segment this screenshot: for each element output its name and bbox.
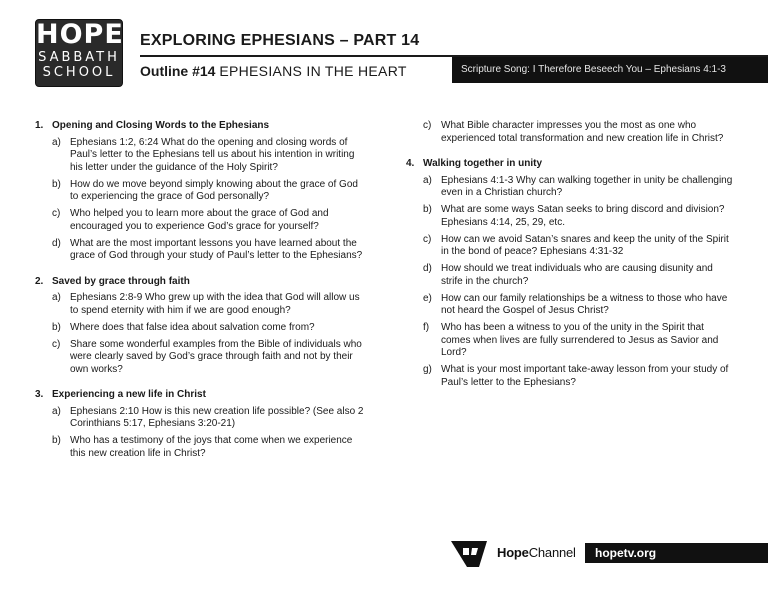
question-item — [52, 435, 365, 460]
question-text: Ephesians 2:10 How is this new creation life possible? (See also 2 Corinthians 5:17, Ephesians 3:20-21) — [70, 405, 364, 429]
question-letter: f) — [423, 322, 430, 333]
question-letter: b) — [52, 321, 61, 333]
brand-channel: Channel — [528, 545, 576, 560]
question-item — [423, 322, 736, 360]
question-item — [52, 238, 365, 263]
question-text: Ephesians 1:2, 6:24 What do the opening and closing words of Paul’s letter to the Ephesians tell us about his intention in writing his letter under the guidance of the Holy Spirit? — [70, 136, 355, 173]
question-item — [52, 406, 365, 431]
logo-line-school: SCHOOL — [42, 65, 116, 80]
outline-section — [35, 276, 365, 377]
question-letter: a) — [423, 174, 432, 186]
question-text: How should we treat individuals who are causing disunity and strife in the church? — [441, 263, 713, 287]
question-text: Share some wonderful examples from the Bible of individuals who were clearly saved by God’s grace through faith and not by their own works? — [70, 338, 362, 375]
question-text: What Bible character impresses you the most as one who experienced total transformation and new creation life in Christ? — [441, 120, 724, 144]
hope-channel-wordmark — [497, 545, 576, 560]
section-title-text: Experiencing a new life in Christ — [52, 389, 206, 400]
question-text: What is your most important take-away lesson from your study of Paul’s letter to the Ephesians? — [441, 364, 729, 388]
question-text: How can we avoid Satan’s snares and keep the unity of the Spirit in the bond of peace? Ephesians 4:31-32 — [441, 233, 729, 257]
right-sections — [406, 158, 736, 389]
question-letter: a) — [52, 405, 61, 417]
question-letter: b) — [52, 178, 61, 190]
question-text: Who has been a witness to you of the unity in the Spirit that comes when lives are fully surrendered to Jesus as Savior and Lord? — [441, 322, 719, 358]
question-item — [52, 137, 365, 175]
scripture-song-banner: Scripture Song: I Therefore Beseech You – Ephesians 4:1-3 — [452, 57, 768, 83]
question-item — [52, 208, 365, 233]
question-text: Ephesians 4:1-3 Why can walking together in unity be challenging even in a Christian church? — [441, 174, 733, 198]
outline-heading — [140, 63, 407, 79]
question-item — [423, 175, 736, 200]
question-item — [52, 339, 365, 377]
section-number: 3. — [35, 389, 44, 400]
question-item — [423, 263, 736, 288]
question-item — [52, 322, 365, 335]
question-letter: d) — [52, 237, 61, 249]
question-letter: d) — [423, 263, 432, 274]
question-letter: e) — [423, 292, 432, 304]
question-text: How can our family relationships be a witness to those who have not heard the Gospel of Jesus Christ? — [441, 292, 728, 316]
left-column — [35, 120, 365, 473]
section-number: 2. — [35, 275, 44, 287]
series-title: EXPLORING EPHESIANS – PART 14 — [140, 32, 420, 49]
brand-hope: Hope — [497, 545, 529, 560]
question-item — [52, 292, 365, 317]
logo-line-hope: HOPE — [36, 19, 124, 50]
outline-title: EPHESIANS IN THE HEART — [219, 63, 407, 79]
question-text: Ephesians 2:8-9 Who grew up with the idea that God will allow us to spend eternity with him if we are good enough? — [70, 292, 360, 316]
section-title — [35, 120, 365, 133]
outline-section — [35, 120, 365, 263]
outline-label: Outline #14 — [140, 63, 216, 79]
question-text: What are some ways Satan seeks to bring discord and division? Ephesians 4:14, 25, 29, etc. — [441, 204, 725, 228]
hope-channel-logo-icon — [449, 539, 489, 569]
question-letter: a) — [52, 292, 61, 303]
question-letter: c) — [52, 338, 61, 350]
question-item — [423, 234, 736, 259]
section-number: 1. — [35, 120, 44, 131]
question-text: Who has a testimony of the joys that come when we experience this new creation life in Christ? — [70, 435, 353, 459]
question-letter: c) — [423, 233, 432, 245]
question-text: How do we move beyond simply knowing about the grace of God to experiencing the grace of God personally? — [70, 178, 358, 202]
section-title-text: Walking together in unity — [423, 158, 543, 169]
question-text: Where does that false idea about salvation come from? — [70, 321, 315, 333]
question-letter: c) — [423, 120, 432, 131]
logo-line-sabbath: SABBATH — [38, 50, 120, 65]
question-item — [423, 293, 736, 318]
section-title — [35, 276, 365, 289]
question-letter: b) — [423, 204, 432, 215]
section-title — [406, 158, 736, 171]
question-item — [423, 364, 736, 389]
question-letter: c) — [52, 208, 61, 219]
outline-section — [35, 389, 365, 460]
hope-sabbath-school-logo — [35, 19, 123, 87]
question-letter: g) — [423, 364, 432, 375]
section-title-text: Opening and Closing Words to the Ephesians — [52, 120, 270, 131]
question-letter: a) — [52, 136, 61, 148]
question-text: Who helped you to learn more about the grace of God and encouraged you to experience God’s grace for yourself? — [70, 208, 329, 232]
section-title-text: Saved by grace through faith — [52, 275, 190, 287]
question-item — [423, 120, 736, 145]
outline-section — [406, 158, 736, 389]
right-column — [406, 120, 736, 402]
question-item — [423, 204, 736, 229]
question-text: What are the most important lessons you have learned about the grace of God through your study of Paul’s letter to the Ephesians? — [70, 237, 363, 261]
section-number: 4. — [406, 158, 415, 169]
section-title — [35, 389, 365, 402]
question-letter: b) — [52, 435, 61, 446]
website-url[interactable]: hopetv.org — [585, 543, 768, 563]
question-item — [52, 179, 365, 204]
